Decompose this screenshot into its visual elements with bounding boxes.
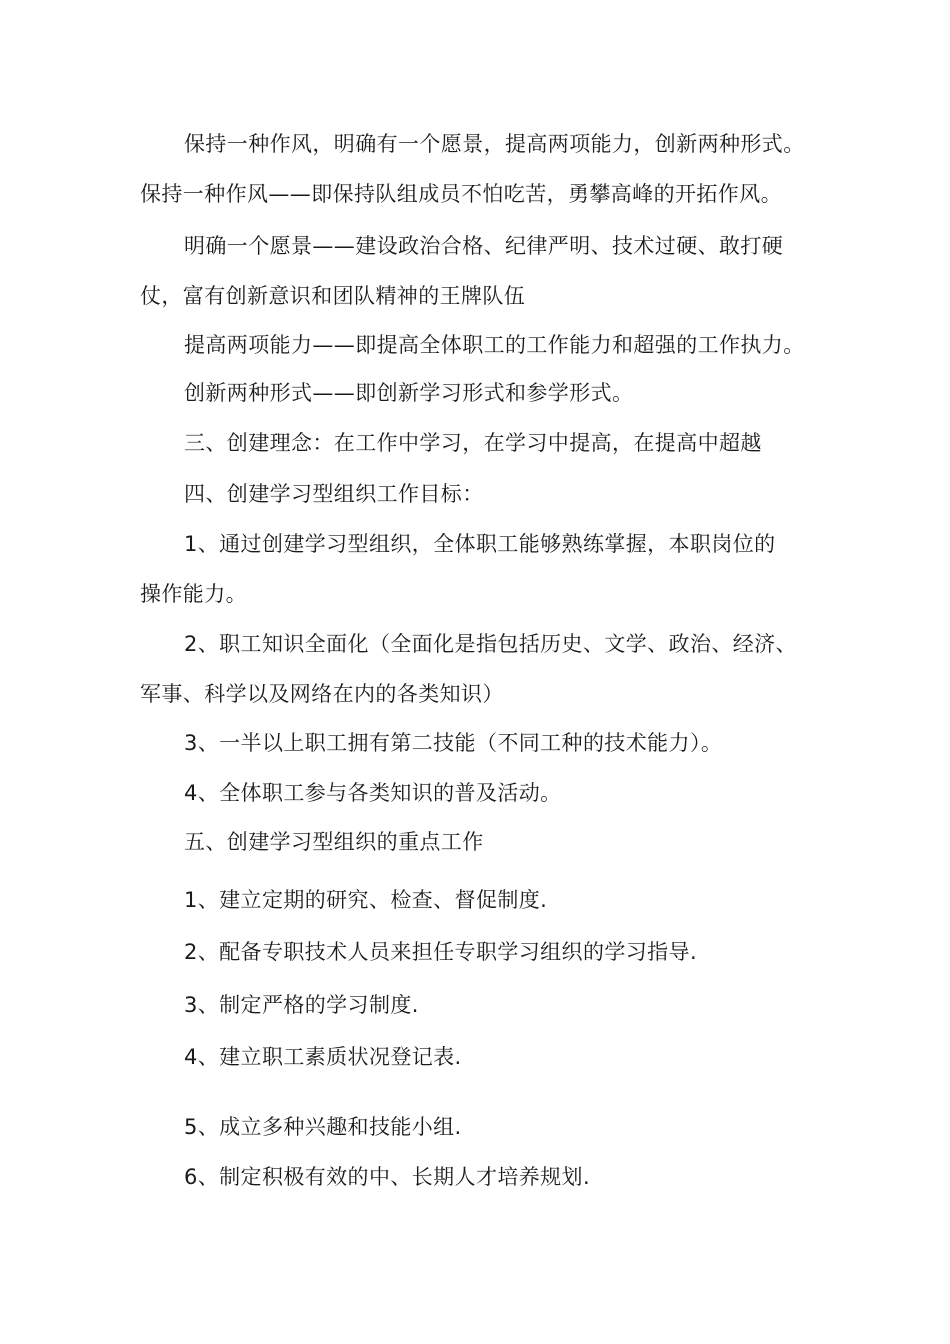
paragraph-line: 保持一种作风，明确有一个愿景，提高两项能力，创新两种形式。 bbox=[184, 132, 805, 156]
section-heading: 三、创建理念：在工作中学习，在学习中提高，在提高中超越 bbox=[184, 431, 762, 455]
list-item: 5、成立多种兴趣和技能小组. bbox=[184, 1115, 462, 1139]
list-item-continuation: 军事、科学以及网络在内的各类知识） bbox=[140, 682, 504, 706]
paragraph-line: 明确一个愿景——建设政治合格、纪律严明、技术过硬、敢打硬 bbox=[184, 234, 784, 258]
list-item: 2、职工知识全面化（全面化是指包括历史、文学、政治、经济、 bbox=[184, 632, 797, 656]
list-item: 2、配备专职技术人员来担任专职学习组织的学习指导. bbox=[184, 940, 698, 964]
section-heading: 四、创建学习型组织工作目标： bbox=[184, 482, 484, 506]
paragraph-line: 保持一种作风——即保持队组成员不怕吃苦，勇攀高峰的开拓作风。 bbox=[140, 182, 782, 206]
list-item: 3、制定严格的学习制度. bbox=[184, 993, 419, 1017]
section-heading: 五、创建学习型组织的重点工作 bbox=[184, 830, 484, 854]
list-item: 4、建立职工素质状况登记表. bbox=[184, 1045, 462, 1069]
list-item: 1、建立定期的研究、检查、督促制度. bbox=[184, 888, 548, 912]
list-item: 4、全体职工参与各类知识的普及活动。 bbox=[184, 781, 562, 805]
paragraph-line: 仗，富有创新意识和团队精神的王牌队伍 bbox=[140, 284, 526, 308]
paragraph-line: 提高两项能力——即提高全体职工的工作能力和超强的工作执力。 bbox=[184, 333, 805, 357]
list-item-continuation: 操作能力。 bbox=[140, 582, 247, 606]
list-item: 3、一半以上职工拥有第二技能（不同工种的技术能力）。 bbox=[184, 731, 723, 755]
list-item: 1、通过创建学习型组织，全体职工能够熟练掌握，本职岗位的 bbox=[184, 532, 776, 556]
paragraph-line: 创新两种形式——即创新学习形式和参学形式。 bbox=[184, 381, 634, 405]
list-item: 6、制定积极有效的中、长期人才培养规划. bbox=[184, 1165, 591, 1189]
